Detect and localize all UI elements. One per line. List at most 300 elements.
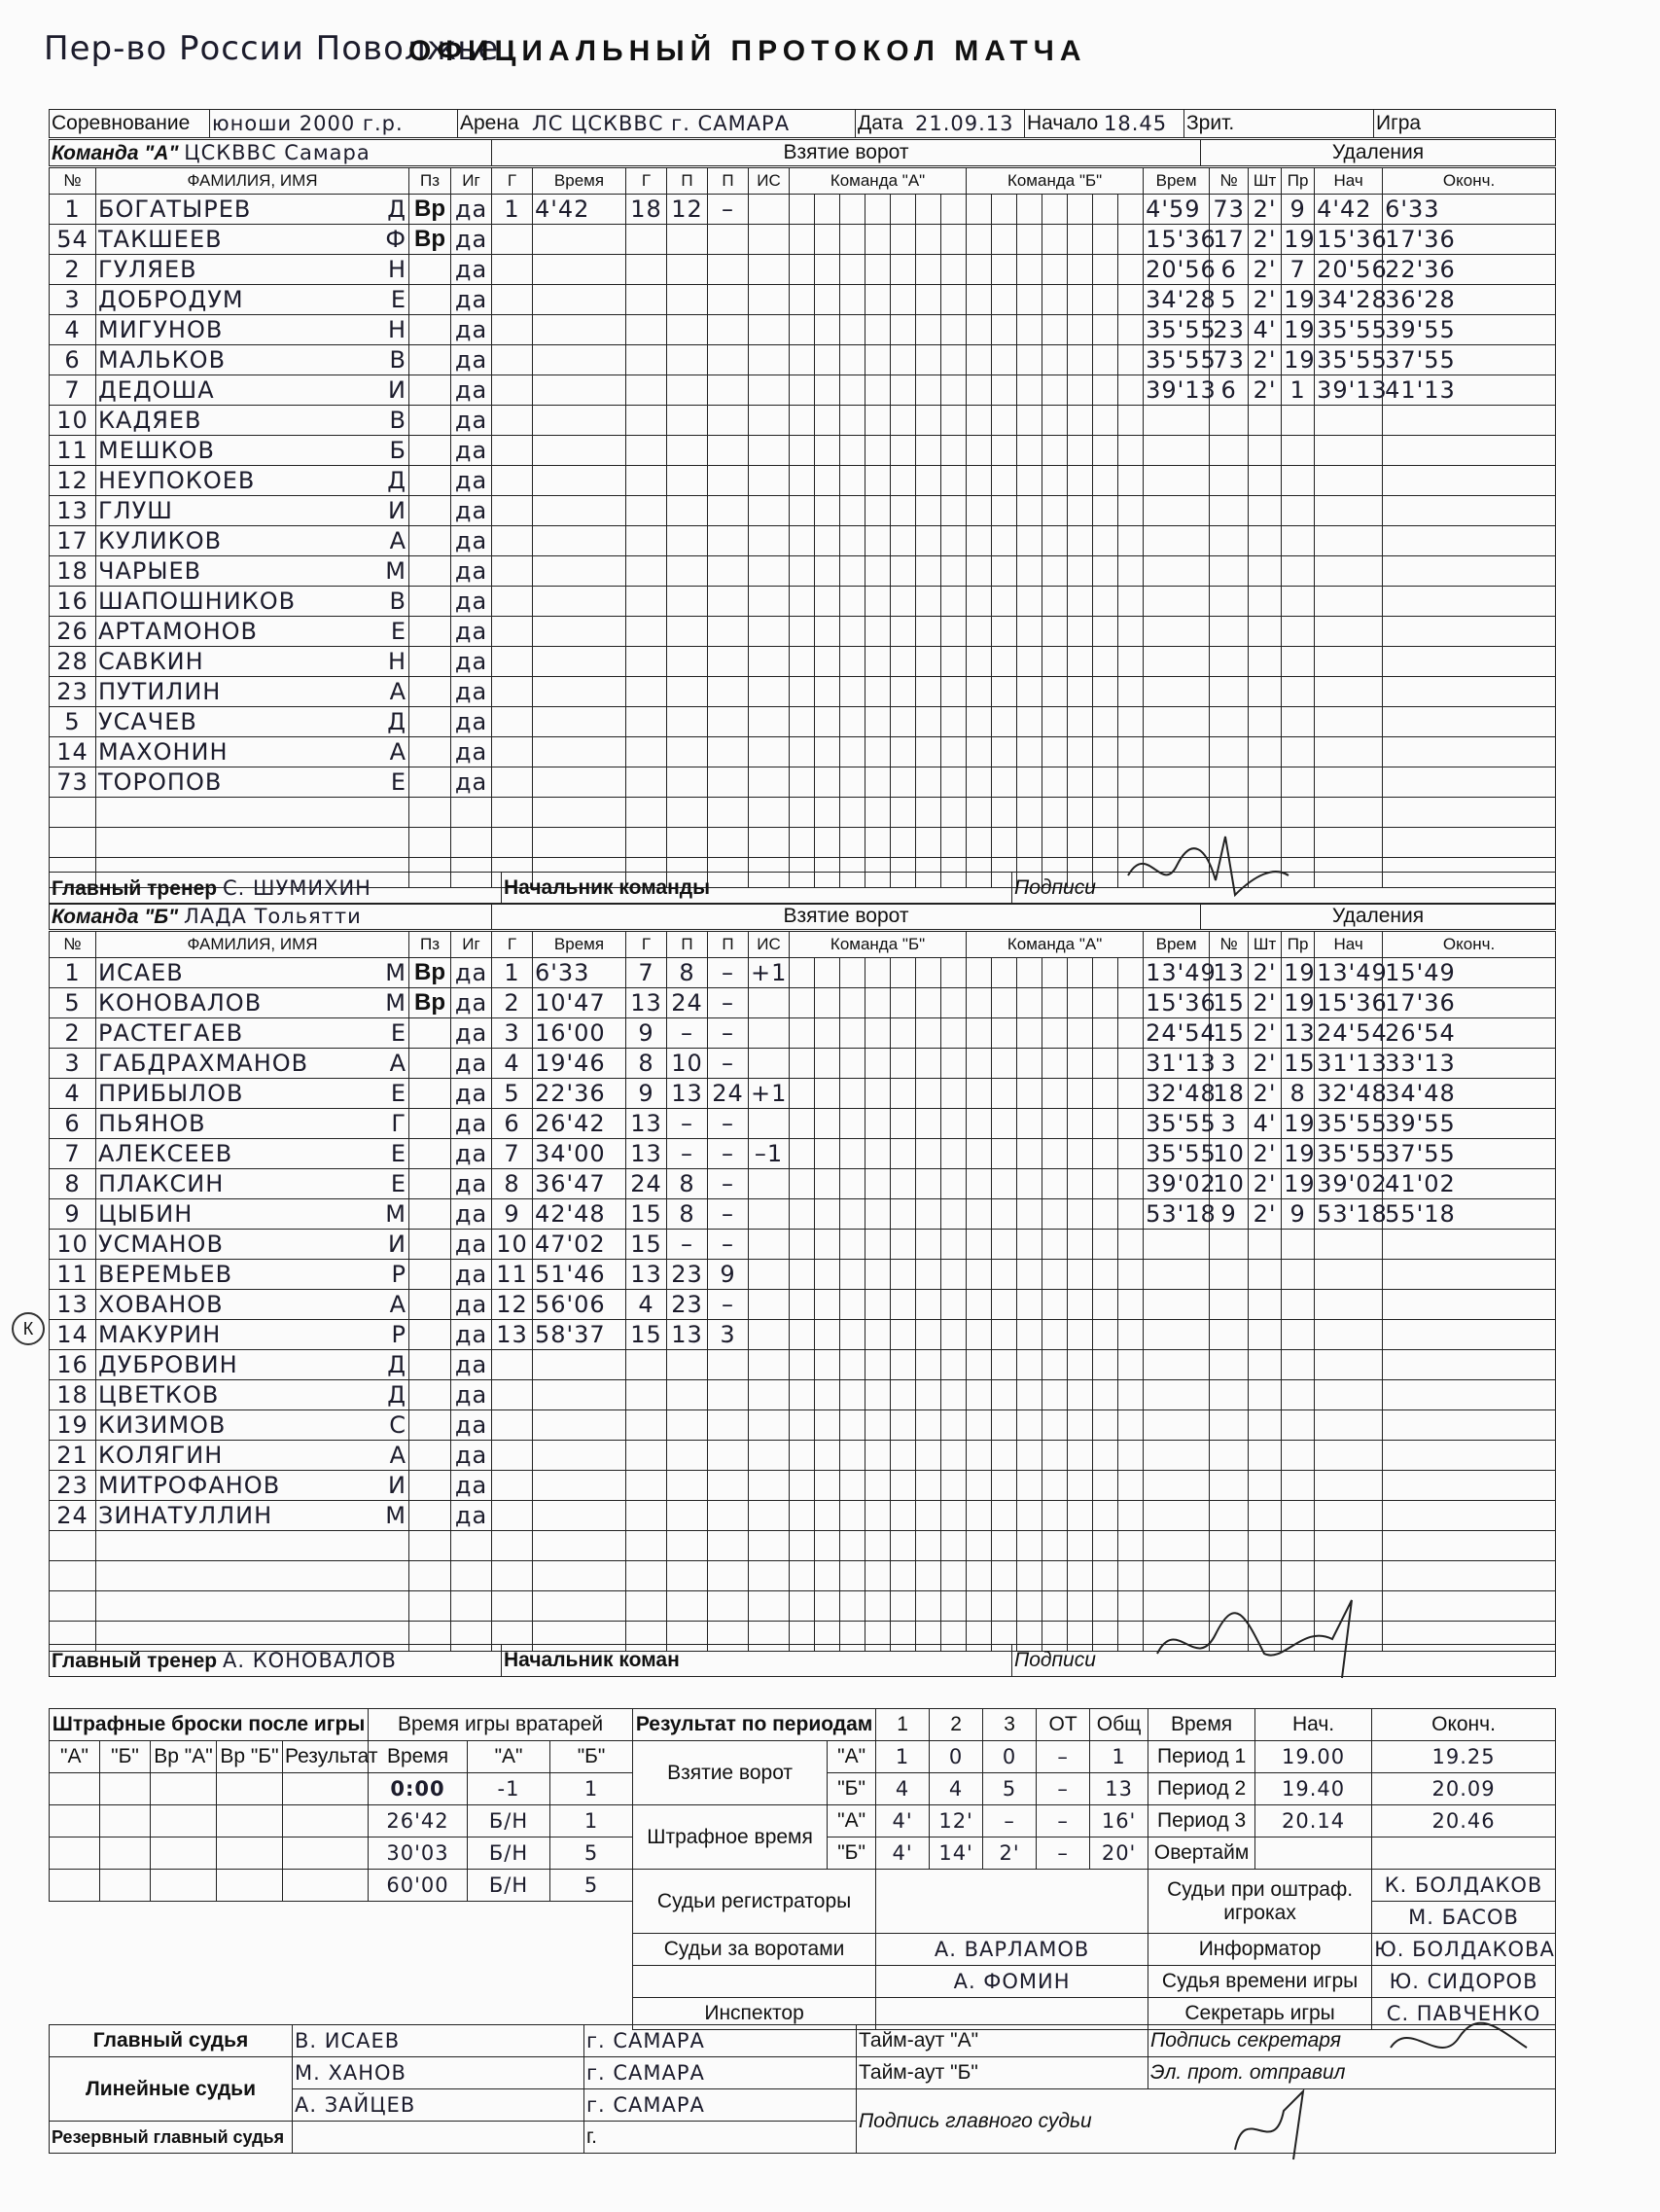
- goal-assist-2: [708, 677, 749, 707]
- col-num: №: [50, 932, 96, 958]
- penalty-reason: 19: [1282, 958, 1315, 988]
- player-pz: [409, 617, 451, 647]
- penalty-time: 53'18: [1144, 1199, 1210, 1230]
- player-number: 17: [50, 526, 96, 556]
- player-ig: [451, 1531, 492, 1561]
- lineup-cell: [916, 798, 941, 828]
- goal-assist-2: [708, 767, 749, 798]
- goalie-a: Б/Н: [468, 1837, 550, 1870]
- lineup-cell: [1118, 707, 1144, 737]
- goal-time: [533, 1350, 626, 1380]
- lineup-cell: [840, 1410, 865, 1441]
- penalty-player: 6: [1210, 255, 1249, 285]
- penalty-reason: [1282, 1230, 1315, 1260]
- lineup-cell: [790, 1199, 815, 1230]
- goal-assist-2: [708, 1410, 749, 1441]
- penalty-start: [1315, 526, 1383, 556]
- player-surname: МАЛЬКОВ: [98, 346, 227, 374]
- lineup-cell: [941, 1410, 967, 1441]
- player-ig: да: [451, 436, 492, 466]
- penalty-player: 23: [1210, 315, 1249, 345]
- goal-is: [749, 1018, 790, 1049]
- lineup-cell: [967, 195, 992, 225]
- lineup-cell: [941, 1018, 967, 1049]
- score-cell: 4: [930, 1773, 983, 1805]
- main-referee-signature-label: Подпись главного судьи: [857, 2089, 1556, 2154]
- goal-assist-1: 8: [667, 958, 708, 988]
- goal-assist-1: [667, 1501, 708, 1531]
- lineup-cell: [891, 225, 916, 255]
- lineup-cell: [1093, 1049, 1118, 1079]
- penalty-minutes: [1249, 1260, 1282, 1290]
- lineup-cell: [916, 1501, 941, 1531]
- player-ig: да: [451, 406, 492, 436]
- player-pz: Вр: [409, 988, 451, 1018]
- lineup-cell: [815, 677, 840, 707]
- goal-is: [749, 707, 790, 737]
- player-ig: да: [451, 958, 492, 988]
- lineup-cell: [1042, 526, 1068, 556]
- pen-time-label: Штрафное время: [633, 1805, 828, 1870]
- penalty-reason: [1282, 617, 1315, 647]
- lineup-cell: [941, 1471, 967, 1501]
- lineup-cell: [891, 285, 916, 315]
- player-surname: ЧАРЫЕВ: [98, 557, 202, 585]
- lineup-cell: [916, 255, 941, 285]
- lineup-cell: [891, 988, 916, 1018]
- lineup-cell: [1017, 1320, 1042, 1350]
- player-number: 16: [50, 1350, 96, 1380]
- player-ig: да: [451, 496, 492, 526]
- penalty-minutes: [1249, 767, 1282, 798]
- penalty-start: 39'02: [1315, 1169, 1383, 1199]
- lineup-cell: [916, 375, 941, 406]
- penalty-time: 15'36: [1144, 988, 1210, 1018]
- lineup-cell: [916, 466, 941, 496]
- lineup-cell: [967, 798, 992, 828]
- goal-assist-1: [667, 556, 708, 587]
- linesmen-label: Линейные судьи: [50, 2057, 293, 2122]
- goal-time: [533, 375, 626, 406]
- goal-number: [492, 647, 533, 677]
- penalty-reason: 8: [1282, 1079, 1315, 1109]
- penalty-time: [1144, 737, 1210, 767]
- lineup-cell: [1017, 707, 1042, 737]
- penalty-judge: М. БАСОВ: [1372, 1902, 1556, 1934]
- goal-is: [749, 1531, 790, 1561]
- lineup-cell: [815, 406, 840, 436]
- lineup-cell: [967, 1079, 992, 1109]
- goal-assist-2: –: [708, 1109, 749, 1139]
- lineup-cell: [1042, 958, 1068, 988]
- player-initial: И: [388, 497, 406, 524]
- lineup-cell: [1068, 255, 1093, 285]
- goal-number: 1: [492, 195, 533, 225]
- lineup-cell: [941, 255, 967, 285]
- goal-assist-1: [667, 496, 708, 526]
- lineup-cell: [967, 255, 992, 285]
- lineup-cell: [1118, 647, 1144, 677]
- lineup-cell: [1068, 958, 1093, 988]
- lineup-cell: [1093, 1199, 1118, 1230]
- player-pz: [409, 1561, 451, 1591]
- lineup-cell: [916, 556, 941, 587]
- lineup-cell: [1017, 1471, 1042, 1501]
- player-name: [96, 1018, 409, 1049]
- lineup-cell: [1068, 1380, 1093, 1410]
- lineup-cell: [967, 1290, 992, 1320]
- penalty-player: 15: [1210, 1018, 1249, 1049]
- player-surname: КОЛЯГИН: [98, 1442, 224, 1469]
- player-ig: да: [451, 1199, 492, 1230]
- lineup-cell: [840, 255, 865, 285]
- goals-header-b: Взятие ворот: [492, 904, 1201, 930]
- player-initial: А: [389, 738, 406, 766]
- penalty-minutes: 4': [1249, 1109, 1282, 1139]
- player-row: [50, 677, 1556, 707]
- period-label: Период 2: [1148, 1773, 1255, 1805]
- col-pen-end: Оконч.: [1383, 168, 1556, 195]
- penalty-player: [1210, 677, 1249, 707]
- goal-assist-2: [708, 737, 749, 767]
- lineup-cell: [815, 285, 840, 315]
- penalty-minutes: [1249, 707, 1282, 737]
- player-name: [96, 1230, 409, 1260]
- player-row: [50, 255, 1556, 285]
- period-end: [1372, 1837, 1556, 1870]
- penalty-start: [1315, 436, 1383, 466]
- penalty-player: [1210, 767, 1249, 798]
- lineup-cell: [790, 1169, 815, 1199]
- penalty-start: [1315, 466, 1383, 496]
- penalty-start: [1315, 1410, 1383, 1441]
- penalty-start: 20'56: [1315, 255, 1383, 285]
- pen-cell: 12': [930, 1805, 983, 1837]
- player-row: [50, 1139, 1556, 1169]
- goal-scorer: [626, 285, 667, 315]
- lineup-cell: [891, 828, 916, 858]
- player-number: 1: [50, 195, 96, 225]
- player-row: [50, 1380, 1556, 1410]
- player-pz: [409, 1049, 451, 1079]
- lineup-cell: [1068, 195, 1093, 225]
- lineup-cell: [1118, 556, 1144, 587]
- player-name: [96, 225, 409, 255]
- lineup-cell: [1118, 737, 1144, 767]
- player-ig: да: [451, 677, 492, 707]
- lineup-cell: [992, 798, 1017, 828]
- penalty-time: [1144, 436, 1210, 466]
- penalty-reason: [1282, 406, 1315, 436]
- player-surname: ТОРОПОВ: [98, 768, 223, 796]
- lineup-cell: [840, 1230, 865, 1260]
- player-name: [96, 1591, 409, 1622]
- lineup-cell: [967, 1169, 992, 1199]
- lineup-cell: [1093, 1441, 1118, 1471]
- player-ig: да: [451, 1350, 492, 1380]
- lineup-cell: [967, 1561, 992, 1591]
- player-row: [50, 767, 1556, 798]
- penalty-end: 36'28: [1383, 285, 1556, 315]
- goal-time: [533, 526, 626, 556]
- lineup-cell: [840, 556, 865, 587]
- player-ig: да: [451, 1109, 492, 1139]
- lineup-cell: [790, 707, 815, 737]
- lineup-cell: [1042, 1199, 1068, 1230]
- goal-assist-1: [667, 737, 708, 767]
- penalty-reason: [1282, 1290, 1315, 1320]
- goal-time: 47'02: [533, 1230, 626, 1260]
- player-initial: А: [389, 1291, 406, 1318]
- lineup-cell: [941, 496, 967, 526]
- lineup-cell: [790, 1441, 815, 1471]
- player-pz: Вр: [409, 225, 451, 255]
- col-num: №: [50, 168, 96, 195]
- lineup-cell: [1118, 345, 1144, 375]
- penalty-minutes: [1249, 587, 1282, 617]
- player-name: [96, 767, 409, 798]
- goal-assist-1: [667, 285, 708, 315]
- goal-assist-2: –: [708, 1199, 749, 1230]
- pen-cell: 14': [930, 1837, 983, 1870]
- lineup-cell: [891, 1350, 916, 1380]
- goal-is: [749, 1320, 790, 1350]
- goal-number: [492, 406, 533, 436]
- lineup-cell: [815, 556, 840, 587]
- player-number: 5: [50, 707, 96, 737]
- player-pz: Вр: [409, 958, 451, 988]
- lineup-cell: [1017, 255, 1042, 285]
- goal-assist-1: [667, 1410, 708, 1441]
- pen-cell: 20': [1090, 1837, 1148, 1870]
- lineup-cell: [1093, 587, 1118, 617]
- lineup-cell: [941, 195, 967, 225]
- lineup-cell: [1068, 798, 1093, 828]
- goal-is: [749, 526, 790, 556]
- signatures-label-a: Подписи: [1012, 873, 1556, 905]
- player-surname: ПЛАКСИН: [98, 1170, 225, 1197]
- lineup-cell: [840, 436, 865, 466]
- goal-time: 36'47: [533, 1169, 626, 1199]
- penalty-reason: 13: [1282, 1018, 1315, 1049]
- goal-time: [533, 587, 626, 617]
- lineup-cell: [815, 1049, 840, 1079]
- penalty-end: [1383, 556, 1556, 587]
- goal-assist-2: –: [708, 988, 749, 1018]
- reserve-referee-city: г.: [584, 2122, 857, 2154]
- penalty-end: [1383, 828, 1556, 858]
- player-name: [96, 798, 409, 828]
- player-surname: ПЬЯНОВ: [98, 1110, 206, 1137]
- lineup-cell: [865, 1260, 891, 1290]
- player-ig: да: [451, 375, 492, 406]
- lineup-cell: [891, 1531, 916, 1561]
- col-pz: Пз: [409, 932, 451, 958]
- lineup-cell: [1042, 1230, 1068, 1260]
- lineup-cell: [1017, 1139, 1042, 1169]
- lineup-cell: [992, 617, 1017, 647]
- goal-number: [492, 466, 533, 496]
- goal-assist-2: [708, 255, 749, 285]
- lineup-cell: [967, 1531, 992, 1561]
- lineup-cell: [1118, 1350, 1144, 1380]
- goal-assist-2: [708, 1441, 749, 1471]
- goal-time: [533, 496, 626, 526]
- timekeeper-value: Ю. СИДОРОВ: [1372, 1966, 1556, 1998]
- player-initial: М: [385, 959, 406, 986]
- lineup-cell: [840, 1109, 865, 1139]
- player-surname: АЛЕКСЕЕВ: [98, 1140, 233, 1167]
- goal-assist-2: [708, 707, 749, 737]
- lineup-cell: [941, 767, 967, 798]
- lineup-cell: [1017, 1109, 1042, 1139]
- lineup-cell: [865, 195, 891, 225]
- lineup-cell: [916, 345, 941, 375]
- lineup-cell: [1042, 1350, 1068, 1380]
- goal-assist-2: [708, 556, 749, 587]
- player-pz: [409, 496, 451, 526]
- goal-time: [533, 1561, 626, 1591]
- lineup-cell: [1042, 1591, 1068, 1622]
- penalty-minutes: 2': [1249, 1169, 1282, 1199]
- player-initial: Ф: [385, 226, 406, 253]
- penalty-player: [1210, 1531, 1249, 1561]
- goal-scorer: [626, 828, 667, 858]
- goal-scorer: [626, 1591, 667, 1622]
- penalty-start: [1315, 1561, 1383, 1591]
- lineup-cell: [967, 1320, 992, 1350]
- player-initial: М: [385, 1200, 406, 1228]
- player-ig: да: [451, 466, 492, 496]
- lineup-cell: [1017, 1049, 1042, 1079]
- goal-assist-2: [708, 828, 749, 858]
- lineup-cell: [1093, 375, 1118, 406]
- player-name: [96, 1109, 409, 1139]
- lineup-cell: [815, 1230, 840, 1260]
- lineup-cell: [891, 1501, 916, 1531]
- spectators-label: Зрит.: [1184, 110, 1374, 138]
- player-name: [96, 617, 409, 647]
- player-ig: да: [451, 225, 492, 255]
- lineup-cell: [840, 1531, 865, 1561]
- goal-scorer: [626, 255, 667, 285]
- player-number: [50, 1531, 96, 1561]
- lineup-cell: [1093, 195, 1118, 225]
- period-col: Общ: [1090, 1709, 1148, 1741]
- player-number: [50, 1591, 96, 1622]
- lineup-cell: [1118, 315, 1144, 345]
- player-initial: Е: [390, 618, 406, 645]
- goal-assist-2: [708, 1350, 749, 1380]
- penalty-reason: [1282, 526, 1315, 556]
- lineup-cell: [1017, 1410, 1042, 1441]
- penalty-minutes: [1249, 1471, 1282, 1501]
- score-cell: 5: [983, 1773, 1037, 1805]
- penalty-start: [1315, 1290, 1383, 1320]
- player-pz: [409, 255, 451, 285]
- penalty-reason: [1282, 767, 1315, 798]
- secretary-signature-label: Подпись секретаря: [1148, 2025, 1556, 2057]
- goal-scorer: 13: [626, 988, 667, 1018]
- penalty-end: [1383, 1290, 1556, 1320]
- lineup-cell: [1068, 1441, 1093, 1471]
- lineup-cell: [815, 345, 840, 375]
- player-surname: МИТРОФАНОВ: [98, 1472, 281, 1499]
- goal-time: [533, 556, 626, 587]
- goalie-title: Время игры вратарей: [369, 1709, 633, 1741]
- goal-is: [749, 436, 790, 466]
- goal-is: [749, 285, 790, 315]
- lineup-cell: [941, 406, 967, 436]
- penalty-end: 6'33: [1383, 195, 1556, 225]
- period-start: 19.00: [1255, 1741, 1372, 1773]
- goal-number: [492, 617, 533, 647]
- lineup-cell: [840, 647, 865, 677]
- goal-assist-2: –: [708, 958, 749, 988]
- lineup-cell: [1042, 225, 1068, 255]
- lineup-cell: [941, 1079, 967, 1109]
- goal-number: [492, 526, 533, 556]
- penalty-reason: [1282, 1260, 1315, 1290]
- lineup-cell: [1093, 315, 1118, 345]
- penalty-start: [1315, 1260, 1383, 1290]
- lineup-cell: [790, 1531, 815, 1561]
- lineup-cell: [992, 195, 1017, 225]
- penalty-time: 31'13: [1144, 1049, 1210, 1079]
- player-row: [50, 436, 1556, 466]
- lineup-cell: [865, 1471, 891, 1501]
- lineup-cell: [891, 1290, 916, 1320]
- goal-assist-2: –: [708, 1018, 749, 1049]
- player-row: [50, 828, 1556, 858]
- player-name: [96, 1380, 409, 1410]
- lineup-cell: [1093, 285, 1118, 315]
- player-surname: МЕШКОВ: [98, 437, 215, 464]
- goal-assist-2: –: [708, 1049, 749, 1079]
- col-a3: П: [708, 168, 749, 195]
- goal-is: [749, 988, 790, 1018]
- lineup-cell: [992, 1109, 1017, 1139]
- main-referee-city: г. САМАРА: [584, 2025, 857, 2057]
- goal-assist-2: [708, 1501, 749, 1531]
- goalie-time: 0:00: [369, 1773, 468, 1805]
- lineup-cell: [790, 988, 815, 1018]
- player-name: [96, 1471, 409, 1501]
- penalty-minutes: 4': [1249, 315, 1282, 345]
- goal-scorer: 15: [626, 1199, 667, 1230]
- penalty-reason: 19: [1282, 315, 1315, 345]
- lineup-cell: [1042, 436, 1068, 466]
- player-pz: [409, 1380, 451, 1410]
- lineup-cell: [815, 1260, 840, 1290]
- penalty-start: 34'28: [1315, 285, 1383, 315]
- penalty-time: [1144, 406, 1210, 436]
- periods-title: Результат по периодам: [633, 1709, 876, 1741]
- lineup-cell: [992, 1501, 1017, 1531]
- col-team-a: Команда "А": [790, 168, 967, 195]
- player-number: 4: [50, 1079, 96, 1109]
- goal-time: 34'00: [533, 1139, 626, 1169]
- player-name: [96, 1260, 409, 1290]
- penalty-minutes: [1249, 1290, 1282, 1320]
- lineup-cell: [916, 647, 941, 677]
- lineup-cell: [992, 1471, 1017, 1501]
- penalty-time: [1144, 1290, 1210, 1320]
- goal-scorer: 13: [626, 1139, 667, 1169]
- penalty-minutes: [1249, 526, 1282, 556]
- penalty-start: 31'13: [1315, 1049, 1383, 1079]
- col-pen-end: Оконч.: [1383, 932, 1556, 958]
